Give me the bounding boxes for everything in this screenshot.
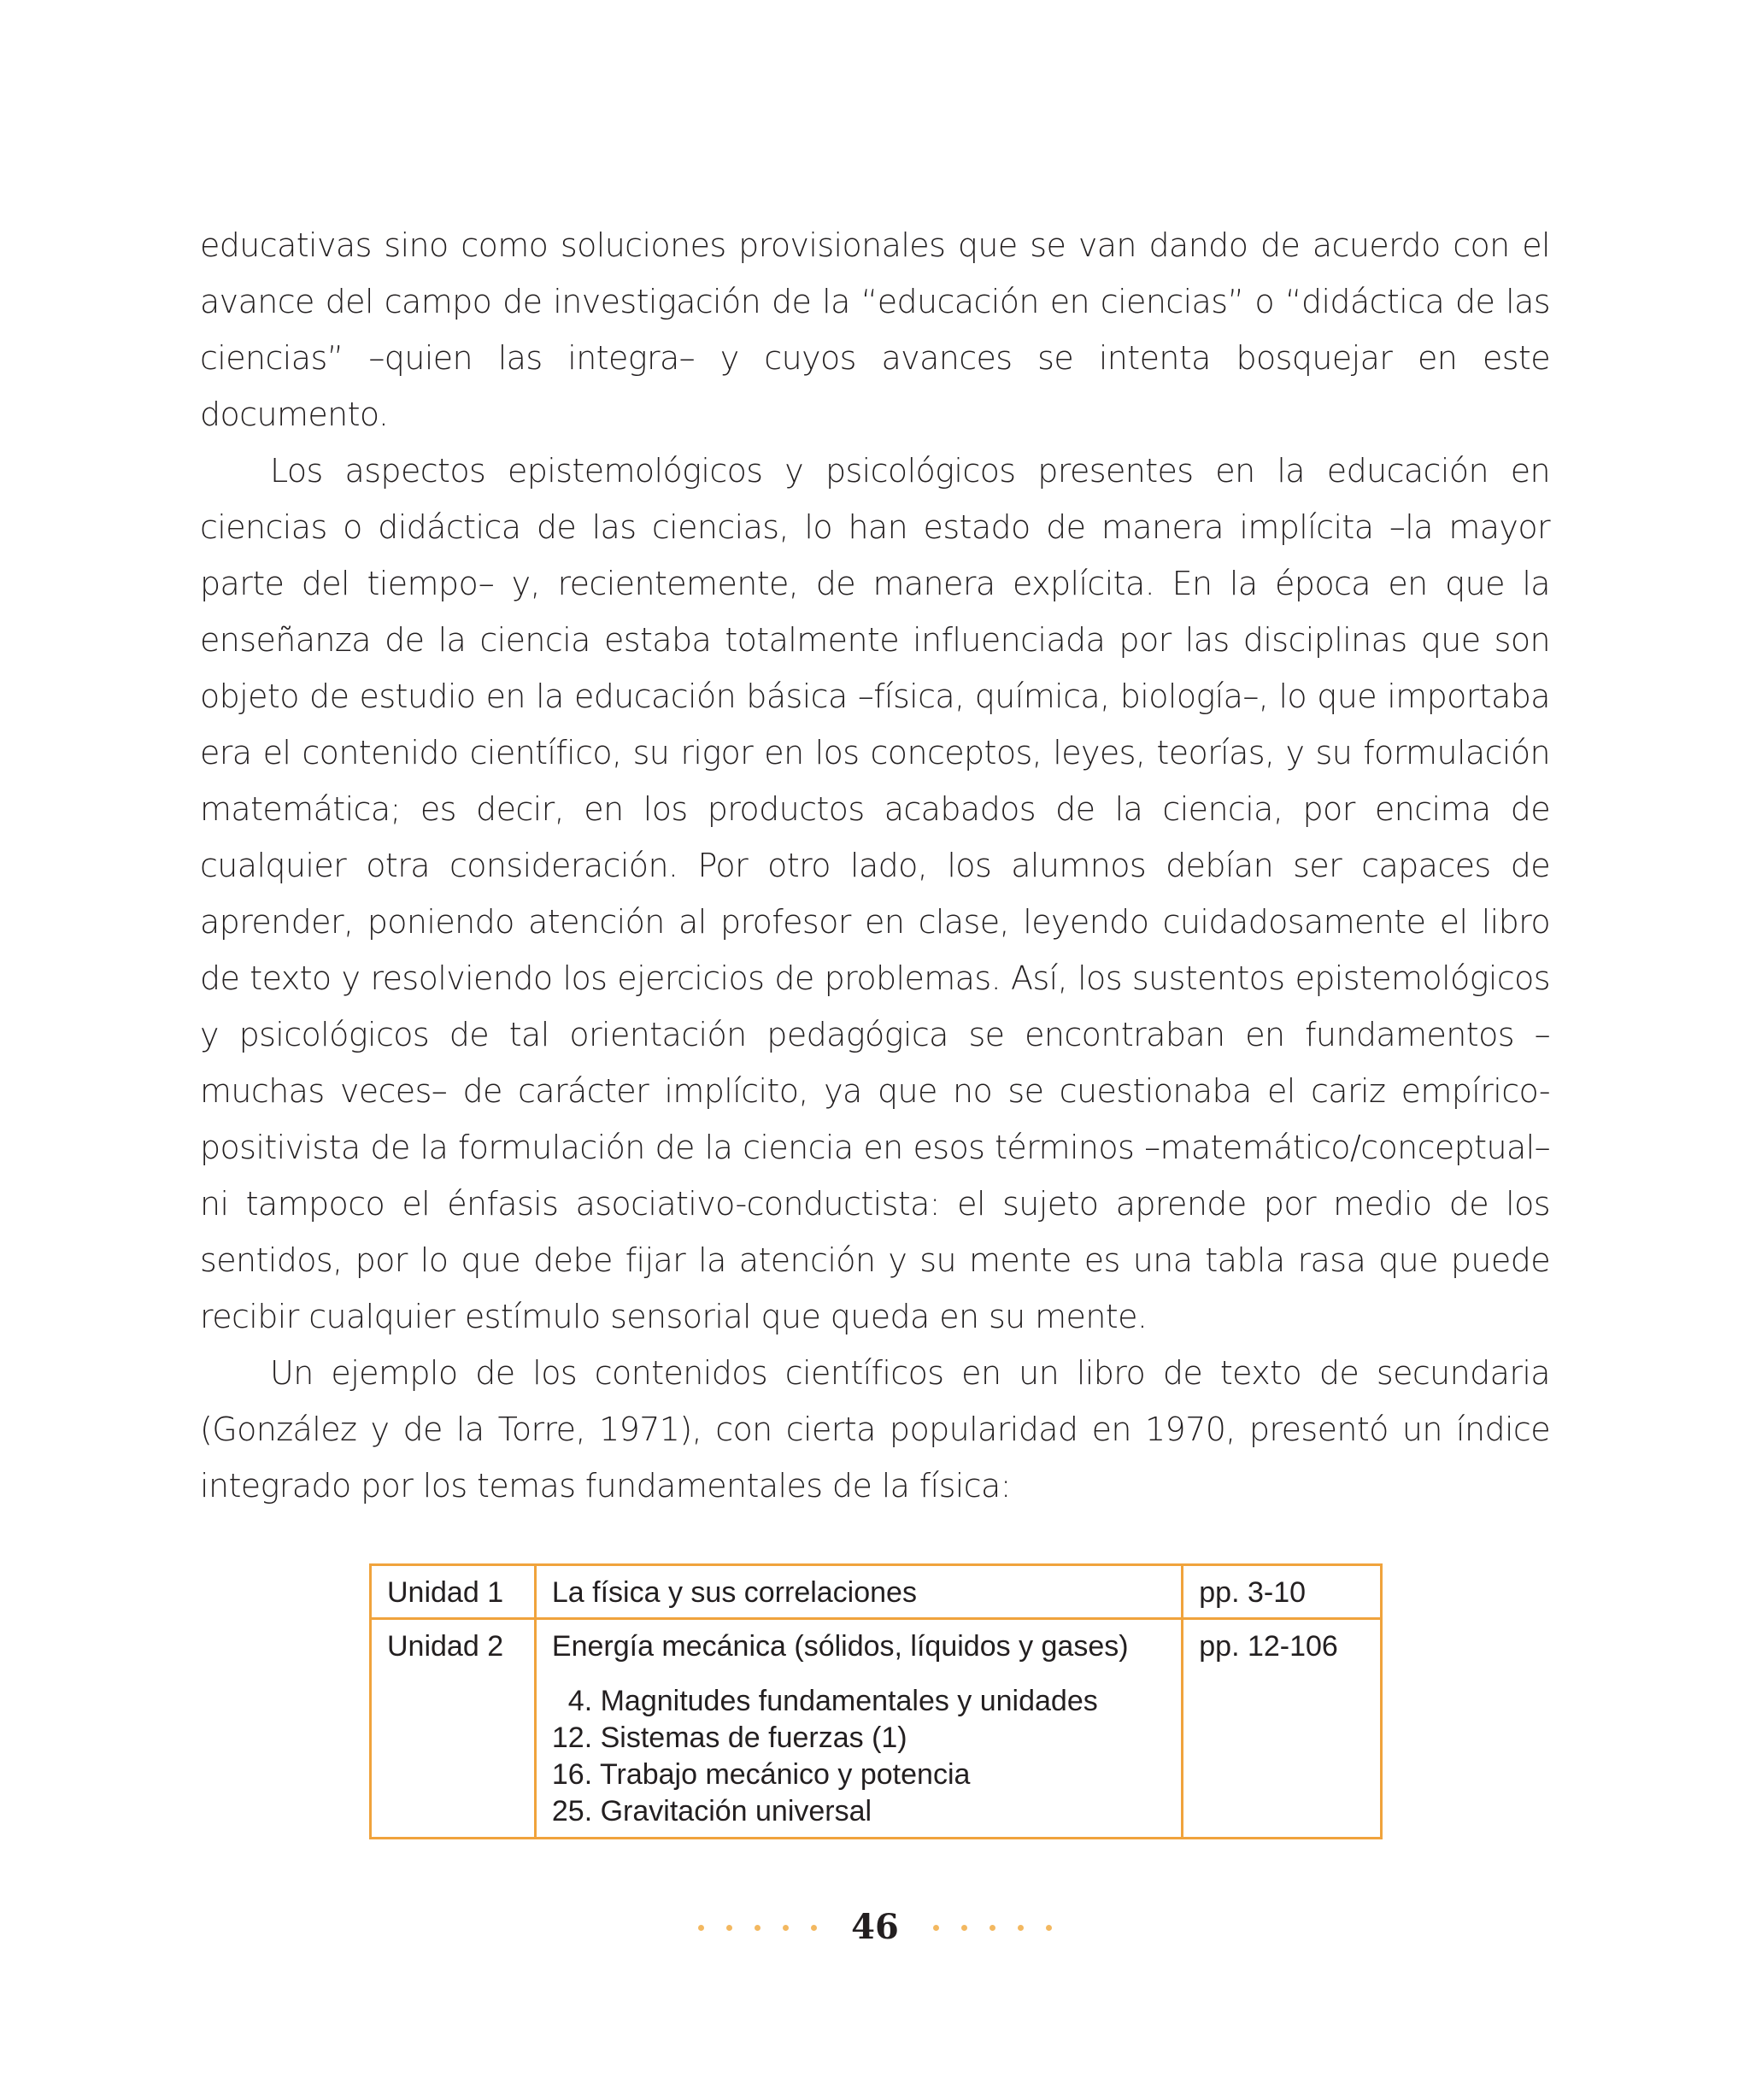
pages-cell: pp. 12-106	[1183, 1619, 1382, 1839]
table-row	[371, 1565, 1382, 1619]
subtopic-item: 12. Sistemas de fuerzas (1)	[551, 1722, 907, 1754]
dot-icon	[990, 1925, 995, 1931]
page-number: 46	[851, 1907, 899, 1947]
subtopic-list	[552, 1683, 1166, 1830]
dot-icon	[1046, 1925, 1052, 1931]
dot-icon	[961, 1925, 967, 1931]
subtopic-item: 25. Gravitación universal	[551, 1795, 872, 1827]
dot-icon	[1018, 1925, 1024, 1931]
subtopic-item: 16. Trabajo mecánico y potencia	[551, 1758, 971, 1791]
pages-cell: pp. 3-10	[1183, 1565, 1382, 1619]
dot-icon	[811, 1925, 817, 1931]
paragraph-1: educativas sino como soluciones provisionales que se van dando de acuerdo con el avance del campo de investigación de la “educación en ciencias” o “didáctica de las ciencias” –quien las integra– y cuyos avances se intenta bosquejar en este documento.	[200, 226, 1550, 433]
dot-icon	[933, 1925, 939, 1931]
topic-cell: La física y sus correlaciones	[535, 1565, 1182, 1619]
unit-cell: Unidad 2	[371, 1619, 536, 1839]
footer-dots-left	[687, 1919, 828, 1935]
page-footer	[0, 1907, 1750, 1947]
paragraph-3: Un ejemplo de los contenidos científicos en un libro de texto de secundaria (González y de la Torre, 1971), con cierta popularidad en 1970, presentó un índice integrado por los temas fundamentales de la física:	[200, 1354, 1550, 1505]
dot-icon	[726, 1925, 732, 1931]
dot-icon	[698, 1925, 704, 1931]
subtopic-item: 4. Magnitudes fundamentales y unidades	[551, 1685, 1098, 1717]
dot-icon	[755, 1925, 760, 1931]
topic-cell	[535, 1619, 1182, 1839]
topic-title: Energía mecánica (sólidos, líquidos y gases)	[551, 1630, 1129, 1663]
index-table	[369, 1563, 1383, 1839]
paragraph-2: Los aspectos epistemológicos y psicológicos presentes en la educación en ciencias o didáctica de las ciencias, lo han estado de manera implícita –la mayor parte del tiempo– y, recientemente, de manera explícita. En la época en que la enseñanza de la ciencia estaba totalmente influenciada por las disciplinas que son objeto de estudio en la educación básica –física, química, biología–, lo que importaba era el contenido científico, su rigor en los conceptos, leyes, teorías, y su formulación matemática; es decir, en los productos acabados de la ciencia, por encima de cualquier otra consideración. Por otro lado, los alumnos debían ser capaces de aprender, poniendo atención al profesor en clase, leyendo cuidadosamente el libro de texto y resolviendo los ejercicios de problemas. Así, los sustentos epistemológicos y psicológicos de tal orientación pedagógica se encontraban en fundamentos –muchas veces– de carácter implícito, ya que no se cuestionaba el cariz empírico-positivista de la formulación de la ciencia en esos términos –matemático/conceptual– ni tampoco el énfasis asociativo-conductista: el sujeto aprende por medio de los sentidos, por lo que debe fijar la atención y su mente es una tabla rasa que puede recibir cualquier estímulo sensorial que queda en su mente.	[200, 452, 1550, 1335]
footer-dots-right	[922, 1919, 1063, 1935]
table-row	[371, 1619, 1382, 1839]
dot-icon	[783, 1925, 789, 1931]
body-text	[200, 217, 1550, 1514]
unit-cell: Unidad 1	[371, 1565, 536, 1619]
